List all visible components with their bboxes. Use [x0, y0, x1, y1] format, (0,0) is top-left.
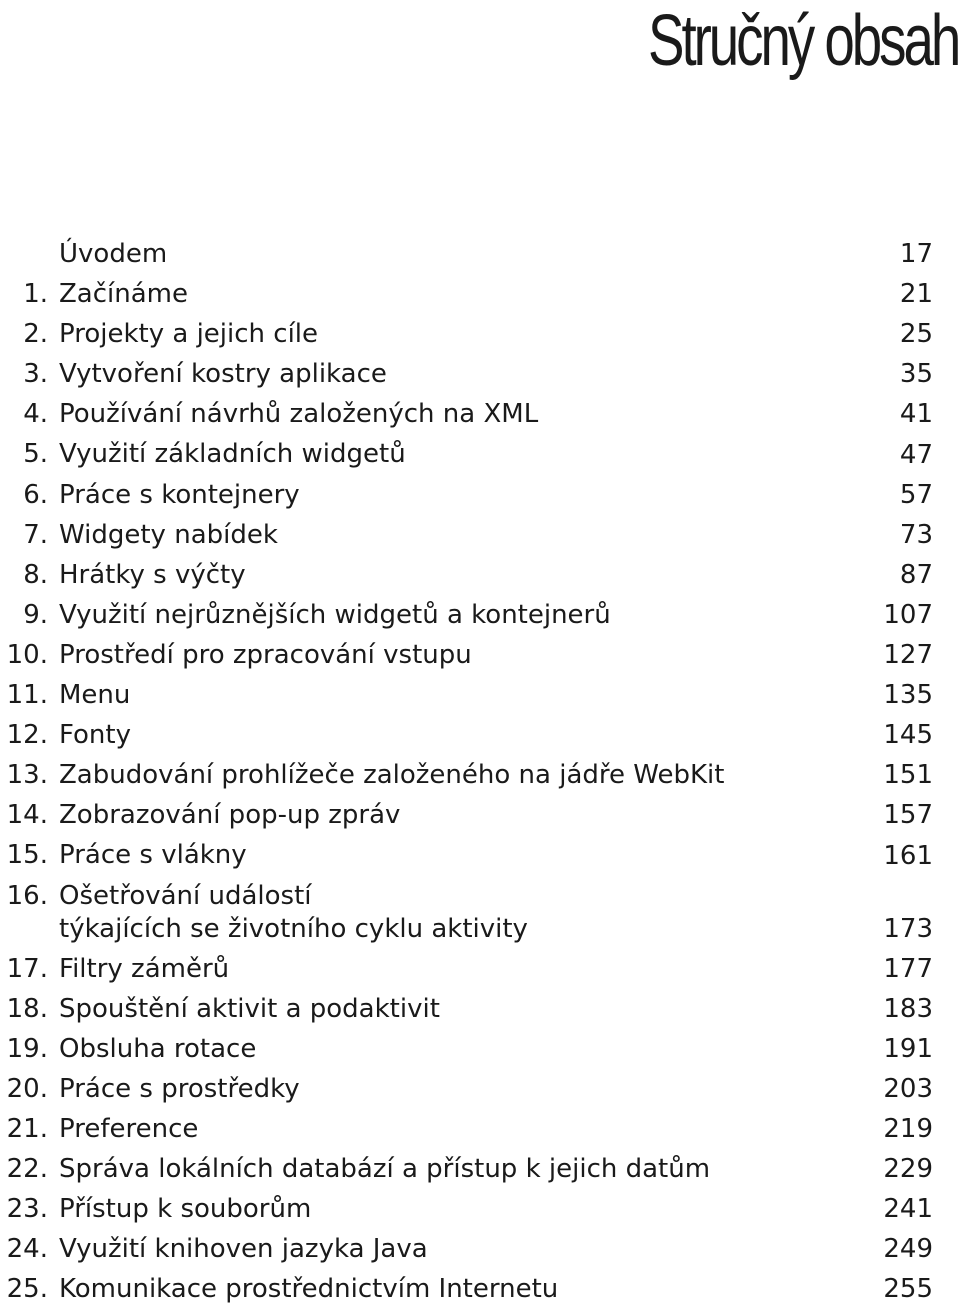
chapter-title: Používání návrhů založených na XML — [59, 399, 539, 430]
toc-entry — [0, 595, 960, 635]
toc-entry — [0, 1069, 960, 1109]
toc-entry — [0, 1029, 960, 1069]
chapter-title: Filtry záměrů — [59, 953, 230, 984]
page-number: 203 — [883, 1073, 933, 1104]
table-of-contents — [0, 234, 960, 1309]
chapter-number: 21. — [6, 1113, 48, 1144]
chapter-number: 2. — [23, 319, 48, 350]
chapter-title: Prostředí pro zpracování vstupu — [59, 639, 472, 670]
toc-entry — [0, 876, 960, 949]
page-number: 161 — [883, 840, 933, 871]
toc-entry — [0, 715, 960, 755]
chapter-number: 24. — [6, 1234, 48, 1265]
chapter-title: Fonty — [59, 720, 131, 751]
chapter-number: 19. — [6, 1033, 48, 1064]
chapter-title — [59, 880, 528, 946]
page-number: 255 — [883, 1274, 933, 1305]
page-number: 21 — [899, 279, 933, 310]
page-number: 107 — [883, 599, 933, 630]
chapter-number: 18. — [6, 993, 48, 1024]
chapter-number: 3. — [23, 359, 48, 390]
chapter-number: 8. — [23, 559, 48, 590]
page-number: 249 — [883, 1234, 933, 1265]
page-number: 191 — [883, 1033, 933, 1064]
toc-entry — [0, 835, 960, 875]
page-number: 183 — [883, 993, 933, 1024]
chapter-number: 15. — [6, 840, 48, 871]
chapter-title: Přístup k souborům — [59, 1194, 312, 1225]
chapter-title: Využití nejrůznějších widgetů a kontejnerů — [59, 599, 611, 630]
page-number: 25 — [899, 319, 933, 350]
chapter-title: Obsluha rotace — [59, 1033, 257, 1064]
toc-entry — [0, 989, 960, 1029]
chapter-number: 9. — [23, 599, 48, 630]
chapter-number: 13. — [6, 760, 48, 791]
chapter-number: 5. — [23, 439, 48, 470]
chapter-title: Práce s vlákny — [59, 840, 247, 871]
toc-entry — [0, 1109, 960, 1149]
toc-entry — [0, 555, 960, 595]
chapter-title: Zabudování prohlížeče založeného na jádře WebKit — [59, 760, 725, 791]
chapter-title: Vytvoření kostry aplikace — [59, 359, 387, 390]
chapter-number: 7. — [23, 519, 48, 550]
toc-entry — [0, 434, 960, 474]
toc-entry — [0, 354, 960, 394]
chapter-title: Widgety nabídek — [59, 519, 278, 550]
toc-entry — [0, 755, 960, 795]
chapter-number: 25. — [6, 1274, 48, 1305]
chapter-number: 20. — [6, 1073, 48, 1104]
chapter-title: Využití základních widgetů — [59, 439, 406, 470]
chapter-title-line: Ošetřování událostí — [59, 880, 312, 911]
chapter-number: 6. — [23, 479, 48, 510]
chapter-title: Spouštění aktivit a podaktivit — [59, 993, 440, 1024]
chapter-number: 4. — [23, 399, 48, 430]
chapter-title: Začínáme — [59, 279, 188, 310]
chapter-number: 1. — [23, 279, 48, 310]
chapter-title: Správa lokálních databází a přístup k jejich datům — [59, 1153, 711, 1184]
chapter-number: 17. — [6, 953, 48, 984]
toc-entry — [0, 515, 960, 555]
chapter-title: Práce s kontejnery — [59, 479, 300, 510]
page-number: 151 — [883, 760, 933, 791]
chapter-number: 11. — [6, 680, 48, 711]
chapter-title: Využití knihoven jazyka Java — [59, 1234, 428, 1265]
page-number: 57 — [899, 479, 933, 510]
page-number: 17 — [899, 239, 933, 270]
toc-entry-introduction — [0, 234, 960, 274]
page-number: 177 — [883, 953, 933, 984]
page-number: 41 — [899, 399, 933, 430]
chapter-title: Komunikace prostřednictvím Internetu — [59, 1274, 559, 1305]
toc-entry — [0, 1229, 960, 1269]
toc-entry — [0, 475, 960, 515]
chapter-number: 23. — [6, 1194, 48, 1225]
chapter-number: 16. — [6, 880, 48, 911]
toc-entry — [0, 635, 960, 675]
page-number: 127 — [883, 640, 933, 671]
chapter-title: Úvodem — [59, 239, 168, 269]
page-number: 73 — [899, 519, 933, 550]
page-number: 219 — [883, 1113, 933, 1144]
page-number: 157 — [883, 800, 933, 831]
chapter-title: Zobrazování pop-up zpráv — [59, 800, 401, 831]
chapter-number: 22. — [6, 1153, 48, 1184]
chapter-title-line: týkajících se životního cyklu aktivity — [59, 913, 528, 944]
toc-entry — [0, 675, 960, 715]
chapter-number: 10. — [6, 639, 48, 670]
page-number: 87 — [899, 559, 933, 590]
page-number: 241 — [883, 1194, 933, 1225]
chapter-title: Preference — [59, 1113, 199, 1144]
toc-entry — [0, 795, 960, 835]
page-title: Stručný obsah — [647, 1, 958, 81]
chapter-number: 14. — [6, 800, 48, 831]
page-number: 145 — [883, 720, 933, 751]
chapter-title: Projekty a jejich cíle — [59, 319, 319, 350]
toc-entry — [0, 394, 960, 434]
chapter-title: Hrátky s výčty — [59, 559, 246, 590]
toc-entry — [0, 274, 960, 314]
chapter-number: 12. — [6, 720, 48, 751]
toc-entry — [0, 1149, 960, 1189]
chapter-title: Menu — [59, 680, 131, 711]
page-number: 47 — [899, 439, 933, 470]
toc-entry — [0, 1269, 960, 1309]
page-number: 35 — [899, 359, 933, 390]
page-number: 135 — [883, 680, 933, 711]
page-number: 173 — [883, 913, 933, 944]
toc-entry — [0, 949, 960, 989]
toc-entry — [0, 1189, 960, 1229]
page-number: 229 — [883, 1154, 933, 1185]
toc-entry — [0, 314, 960, 354]
chapter-title: Práce s prostředky — [59, 1073, 300, 1104]
